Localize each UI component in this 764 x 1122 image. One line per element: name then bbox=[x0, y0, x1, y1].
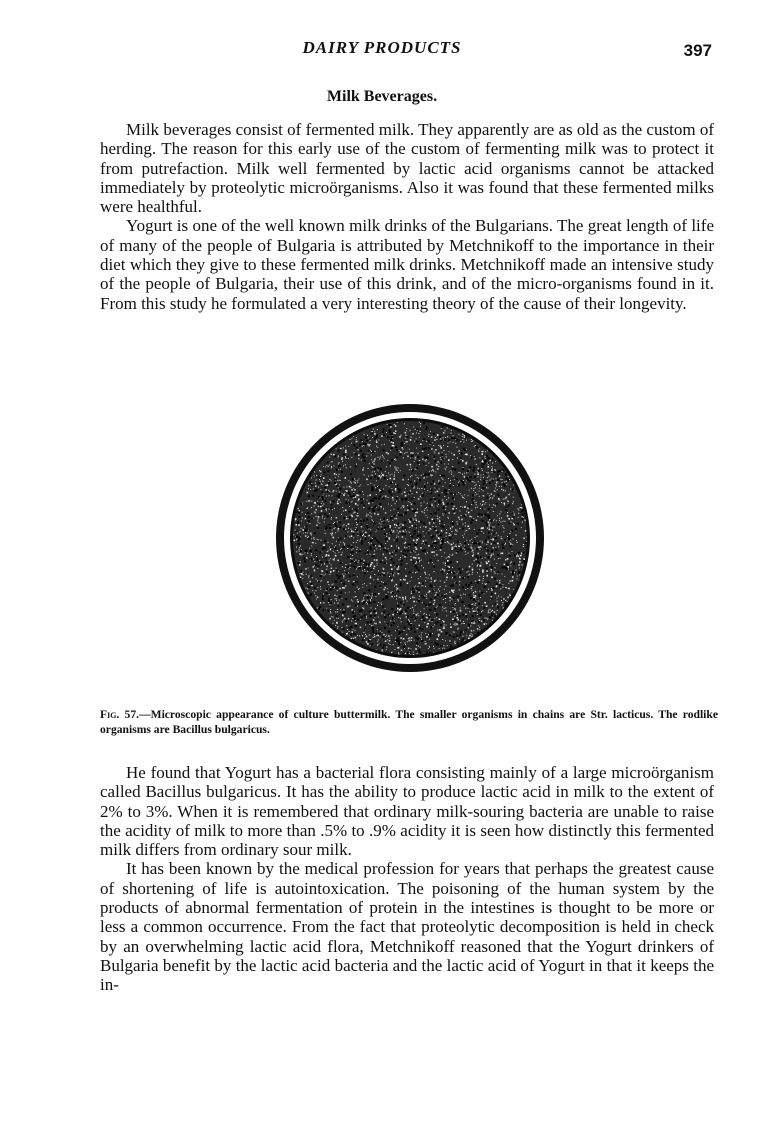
paragraph: It has been known by the medical profession for years that perhaps the greatest cause of shortening of life is autointoxication. The poisoning of the human system by the products of abnormal fermentation of protein in the intestines is thought to be more or less a common occurrence. From the fact that proteolytic decomposition is held in check by an overwhelming lactic acid flora, Metchnikoff reasoned that the Yogurt drinkers of Bulgaria benefit by the lactic acid bacteria and the lactic acid of Yogurt in that it keeps the in- bbox=[100, 859, 714, 995]
micrograph-figure bbox=[274, 402, 546, 674]
text-block-after-figure bbox=[100, 763, 714, 995]
text-block-before-figure bbox=[100, 120, 714, 313]
figure-caption bbox=[100, 707, 718, 737]
paragraph: He found that Yogurt has a bacterial flora consisting mainly of a large microörganism called Bacillus bulgaricus. It has the ability to produce lactic acid in milk to the extent of 2% to 3%. When it is remembered that ordinary milk-souring bacteria are unable to raise the acidity of milk to more than .5% to .9% acidity it is seen how distinctly this fermented milk differs from ordinary sour milk. bbox=[100, 763, 714, 860]
figure-caption-text: —Microscopic appearance of culture buttermilk. The smaller organisms in chains are Str. lacticus. The rodlike organisms are Bacillus bulgaricus. bbox=[100, 708, 718, 736]
paragraph: Milk beverages consist of fermented milk. They apparently are as old as the custom of herding. The reason for this early use of the custom of fermenting milk was to protect it from putrefaction. Milk well fermented by lactic acid organisms cannot be attacked immediately by proteolytic microörganisms. Also it was found that these fermented milks were healthful. bbox=[100, 120, 714, 217]
specimen-field bbox=[293, 421, 527, 655]
micrograph-image bbox=[274, 402, 546, 674]
page-number: 397 bbox=[683, 41, 712, 60]
running-head bbox=[0, 38, 764, 62]
figure-label: Fig. 57. bbox=[100, 708, 140, 721]
section-title: Milk Beverages. bbox=[326, 88, 438, 105]
paragraph: Yogurt is one of the well known milk drinks of the Bulgarians. The great length of life of many of the people of Bulgaria is attributed by Metchnikoff to the importance in their diet which they give to these fermented milk drinks. Metchnikoff made an intensive study of the people of Bulgaria, their use of this drink, and of the micro-organisms found in it. From this study he formulated a very interesting theory of the cause of their longevity. bbox=[100, 216, 714, 313]
running-title: DAIRY PRODUCTS bbox=[302, 38, 462, 57]
